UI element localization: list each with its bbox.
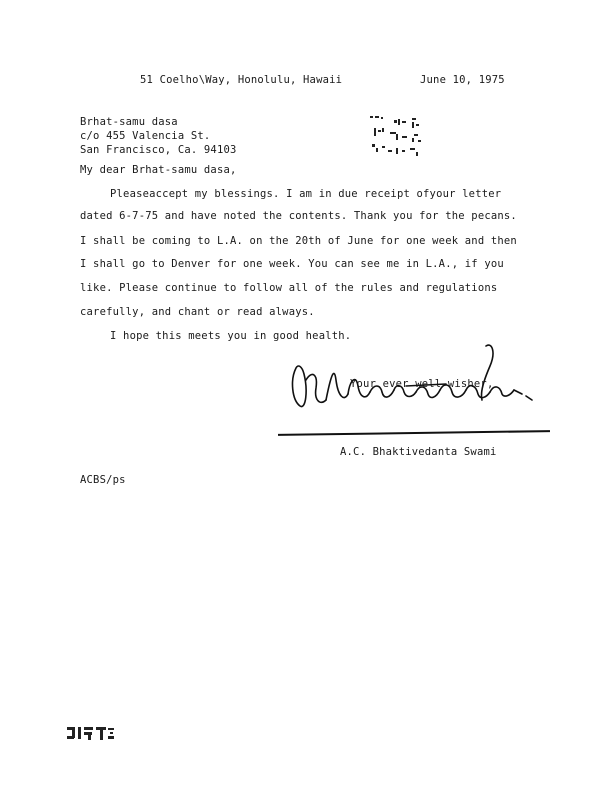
body-line-3: I shall be coming to L.A. on the 20th of June for one week and then — [80, 235, 517, 247]
letterhead-address: 51 Coelho\Way, Honolulu, Hawaii — [140, 74, 343, 86]
typist-initials: ACBS/ps — [80, 474, 126, 486]
recipient-name: Brhat-samu dasa — [80, 116, 178, 128]
handwritten-signature — [286, 340, 546, 420]
signer-name: A.C. Bhaktivedanta Swami — [340, 446, 497, 458]
letter-date: June 10, 1975 — [420, 74, 505, 86]
valediction: Your ever well-wisher, — [350, 378, 494, 390]
recipient-city: San Francisco, Ca. 94103 — [80, 144, 237, 156]
body-line-4: I shall go to Denver for one week. You can see me in L.A., if you — [80, 258, 504, 270]
stamp-mark-bottom — [66, 724, 118, 744]
signature-rule — [278, 430, 550, 436]
stamp-mark-top — [368, 114, 428, 160]
body-line-2: dated 6-7-75 and have noted the contents. Thank you for the pecans. — [80, 210, 517, 222]
body-line-5: like. Please continue to follow all of the rules and regulations — [80, 282, 498, 294]
body-line-1: Pleaseaccept my blessings. I am in due receipt ofyour letter — [110, 188, 502, 200]
body-line-6: carefully, and chant or read always. — [80, 306, 315, 318]
recipient-street: c/o 455 Valencia St. — [80, 130, 211, 142]
closing-line: I hope this meets you in good health. — [110, 330, 352, 342]
salutation: My dear Brhat-samu dasa, — [80, 164, 237, 176]
